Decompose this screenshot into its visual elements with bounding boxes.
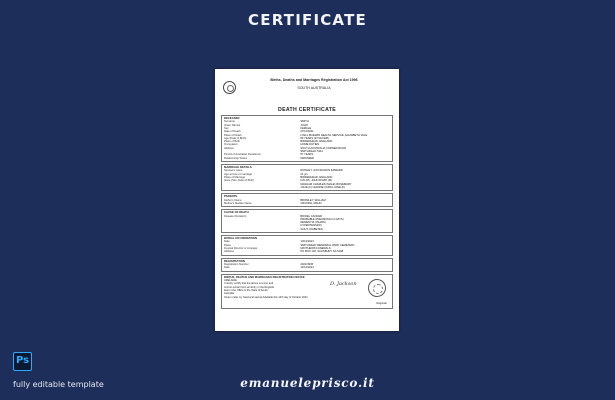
certificate-section [221, 164, 393, 191]
field-value: JULIE (F) LEANNE CAROL JANE (F) [300, 185, 346, 189]
field-value: 2021/3945 [300, 263, 314, 267]
field-value: BOWEL CANCER [300, 214, 323, 218]
field-value: HYPERTENSION [300, 224, 322, 228]
field-value: 14/12/2021 [300, 266, 314, 270]
field-row [224, 266, 390, 269]
section-heading: PARENTS [224, 194, 238, 199]
field-row [224, 250, 390, 253]
field-label [224, 228, 300, 231]
field-value: 83 YEARS (27/11/1938) [300, 136, 329, 140]
field-value: SMITH [300, 120, 309, 124]
field-label: Father's Name [224, 198, 242, 202]
field-value: GOUT, DIABETES [300, 227, 323, 231]
field-label: Place [224, 243, 231, 247]
certificate-header [221, 78, 393, 106]
field-value: 27/11/2021 [300, 130, 314, 134]
field-value: SMITHFIELD 5114 [300, 150, 323, 154]
certificate-document [215, 69, 399, 331]
document-title: DEATH CERTIFICATE [278, 107, 336, 113]
field-value: 57 YEARS [300, 153, 314, 157]
field-value: BIRKENHEAD, ENGLAND [300, 175, 333, 179]
field-label: Age (Date of Birth) [224, 136, 247, 140]
office-location: ADELAIDE [224, 279, 237, 283]
field-label: Date [224, 240, 230, 244]
field-value: PROBABLE PNEUMONIA (2 DAYS) [300, 217, 344, 221]
field-label: Given Names [224, 123, 241, 127]
field-value: SMITHFIELD MEMORIAL PARK CEMETERY [300, 243, 355, 247]
field-value: JOHN [300, 123, 308, 127]
field-value: BIRKENHEAD, ENGLAND [300, 140, 333, 144]
certification-line: Given under my hand and seal at Adelaide this 14th day of October 2021 [224, 295, 308, 299]
field-value: IAN (M), JOHN DAVID (M) [300, 179, 332, 183]
photoshop-icon: Ps [13, 352, 32, 371]
official-stamp-icon [368, 279, 386, 297]
field-label: Age at time of marriage [224, 172, 252, 176]
banner-title: CERTIFICATE [248, 11, 367, 29]
field-row [224, 186, 390, 189]
field-label: Date of Death [224, 130, 241, 134]
field-value: DEMENTIA (YEARS) [300, 221, 326, 225]
field-row [224, 157, 390, 160]
field-label: Place of Death [224, 133, 242, 137]
field-label: Address [224, 250, 234, 254]
section-heading: CAUSE OF DEATH [224, 210, 249, 215]
field-value: ROWLEY, IAN FRANCIS EDWARD [300, 169, 343, 173]
field-value: SOUTH AUSTRALIA CORNER ROAD [300, 146, 347, 150]
certificate-sections [221, 115, 393, 272]
section-heading: DECEASED [224, 116, 240, 120]
field-label: Funeral Director or Arranger [224, 247, 258, 251]
field-label: Mother's Maiden Name [224, 201, 252, 205]
field-value: HOME DUTIES [300, 143, 320, 147]
field-label: Address [224, 146, 234, 150]
field-value: LYELL MCEWIN HEALTH SERVICE, ELIZABETH VALE [300, 133, 368, 137]
field-label: Period of Australian Residence [224, 153, 261, 157]
editable-caption: fully editable template [13, 380, 104, 389]
field-label: Issue (Sex, Date of Birth) [224, 179, 255, 183]
certificate-section [221, 209, 393, 233]
field-row [224, 202, 390, 205]
field-label [224, 186, 300, 189]
certificate-section [221, 193, 393, 207]
field-label: Spouse's name [224, 169, 243, 173]
field-value: BROMLEY, WILLIAM [300, 198, 326, 202]
field-value: CROOKE, MAUD [300, 201, 322, 205]
certificate-section [221, 235, 393, 256]
field-value: MATTHEWS FUNERALS [300, 247, 331, 251]
field-label: Sex [224, 127, 229, 130]
registrar-signature: D. Jackson [330, 280, 357, 287]
state-seal-icon [223, 81, 236, 94]
certification-text [224, 282, 390, 298]
field-value: 21 yrs [300, 172, 308, 176]
office-heading: BIRTHS, DEATHS AND MARRIAGES REGISTRATION OFFICE [224, 274, 305, 279]
field-label: Relationship Status [224, 156, 248, 160]
certification-line: kept in the Office in the State of South [224, 288, 268, 292]
field-value: PO BOX 118, SALISBURY SA 5108 [300, 250, 344, 254]
field-value: WIDOWED [300, 156, 314, 160]
section-heading: BURIAL OR CREMATION [224, 236, 257, 241]
certification-line: I hereby certify that the above is a true and [224, 282, 274, 286]
registrar-label: Registrar [376, 301, 387, 305]
field-value: 13/12/2021 [300, 240, 314, 244]
website-label: emanueleprisco.it [240, 376, 375, 390]
field-label: Place of Birth [224, 140, 240, 144]
section-heading: REGISTRATION [224, 258, 245, 263]
field-label: Disease (Duration) [224, 214, 247, 218]
field-value: GRAHAM CHARLES (MALE) ROSEMARY [300, 182, 352, 186]
section-heading: MARRIAGE DETAILS [224, 164, 252, 169]
certification-line: correct extract from an Entry in the Register [224, 285, 275, 289]
field-label: Occupation [224, 143, 238, 147]
field-label: Registration Number [224, 263, 249, 267]
field-label: Date [224, 266, 230, 270]
field-label: Surname [224, 120, 235, 124]
field-row [224, 228, 390, 231]
certificate-section [221, 258, 393, 272]
state-name: SOUTH AUSTRALIA [297, 86, 331, 90]
certification-line: Australia [224, 292, 235, 296]
act-title: Births, Deaths and Marriages Registration Act 1996 [270, 78, 358, 82]
field-value: FEMALE [300, 127, 312, 130]
field-label: Place of Marriage [224, 175, 246, 179]
certificate-section [221, 115, 393, 162]
registration-office-box [221, 274, 393, 309]
